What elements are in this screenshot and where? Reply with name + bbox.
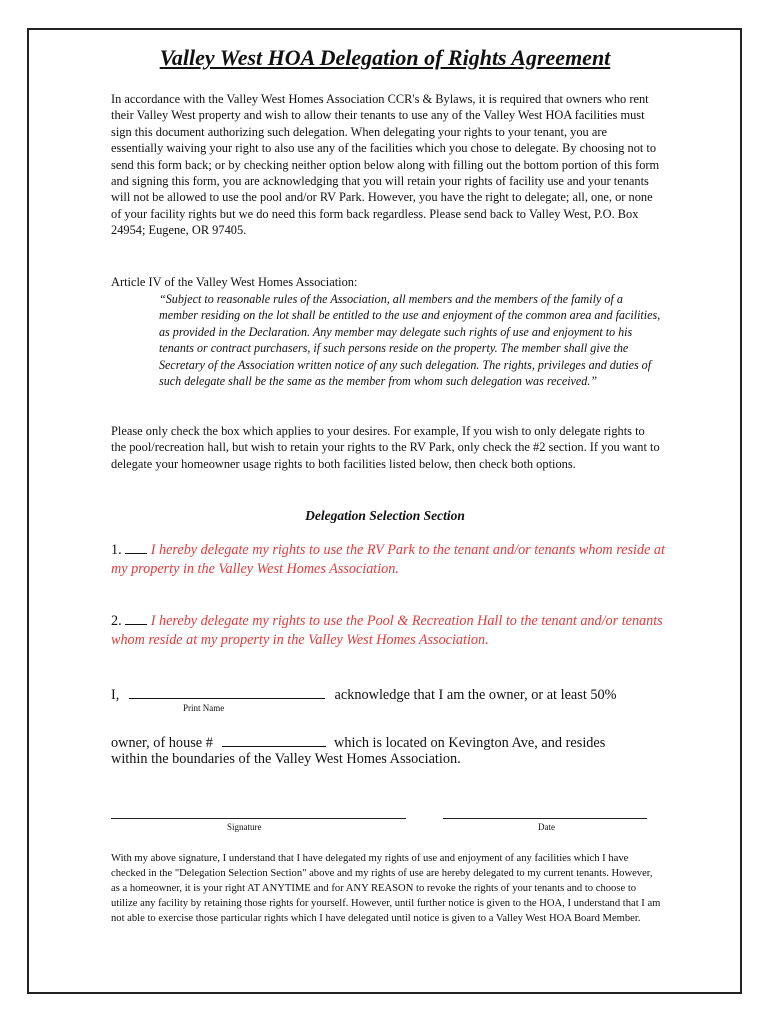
- article-heading: Article IV of the Valley West Homes Association:: [111, 275, 358, 289]
- owner-row: [111, 734, 605, 752]
- section-heading: Delegation Selection Section: [305, 508, 465, 523]
- signature-label: Signature: [227, 822, 262, 832]
- acknowledge-row: [111, 686, 617, 704]
- house-number-field[interactable]: [222, 734, 326, 747]
- option-2-text: I hereby delegate my rights to use the Pool & Recreation Hall to the tenant and/or tenants whom reside at my property in the Valley West Homes Association.: [111, 613, 663, 648]
- option-2-number: 2.: [111, 613, 122, 629]
- footer-paragraph: With my above signature, I understand that I have delegated my rights of use and enjoyment of any facilities which I have checked in the "Delegation Selection Section" above and my rights of use are hereby delegated to my current tenants. However, as a homeowner, it is your right AT ANYTIME and for ANY REASON to revoke the rights of your tenants and to choose to utilize any facility by retaining those rights for yourself. However, until further notice is given to the HOA, I understand that I am not able to exercise those particular rights which I have delegated until notice is given to a Valley West HOA Board Member.: [111, 853, 661, 924]
- article-quote: “Subject to reasonable rules of the Association, all members and the members of the family of a member residing on the lot shall be entitled to the use and enjoyment of the common area and facilities, as provided in the Declaration. Any member may delegate such rights of use and enjoyment to his tenants or contract purchasers, if such persons reside on the property. The member shall give the Secretary of the Association written notice of any such delegation. The rights, privileges and duties of such delegate shall be the same as the member from whom such delegation was received.”: [159, 292, 661, 389]
- option-1-number: 1.: [111, 542, 122, 558]
- date-label: Date: [538, 822, 555, 832]
- ack-prefix: I,: [111, 687, 120, 703]
- option-1-text: I hereby delegate my rights to use the RV Park to the tenant and/or tenants whom reside at my property in the Valley West Homes Association.: [111, 542, 665, 577]
- owner-suffix: which is located on Kevington Ave, and resides: [334, 735, 606, 751]
- option-1[interactable]: [111, 541, 671, 579]
- instructions-paragraph: Please only check the box which applies to your desires. For example, If you wish to only delegate rights to the pool/recreation hall, but wish to retain your rights to the RV Park, only check the #2 section. If you want to delegate your homeowner usage rights to both facilities listed below, then check both options.: [111, 424, 660, 471]
- owner-line-2: within the boundaries of the Valley West Homes Association.: [111, 751, 461, 767]
- owner-prefix: owner, of house #: [111, 735, 213, 751]
- signature-field[interactable]: [111, 818, 406, 819]
- date-field[interactable]: [443, 818, 647, 819]
- option-1-checkbox-line[interactable]: [125, 541, 147, 554]
- option-2[interactable]: [111, 612, 671, 650]
- print-name-label: Print Name: [183, 703, 225, 713]
- print-name-field[interactable]: [129, 686, 325, 699]
- ack-suffix: acknowledge that I am the owner, or at least 50%: [334, 687, 617, 703]
- document-title: Valley West HOA Delegation of Rights Agreement: [159, 45, 611, 70]
- intro-paragraph: In accordance with the Valley West Homes Association CCR's & Bylaws, it is required that owners who rent their Valley West property and wish to allow their tenants to use any of the Valley West HOA facilities must sign this document authorizing such delegation. When delegating your rights to your tenant, you are essentially waiving your right to also use any of the facilities which you chose to delegate. By choosing not to send this form back; or by checking neither option below along with filling out the bottom portion of this form and signing this form, you are acknowledging that you will retain your rights of facility use and your tenants will not be allowed to use the pool and/or RV Park. However, you have the right to delegate; all, one, or none of your facility rights but we do need this form back regardless. Please send back to Valley West, P.O. Box 24954; Eugene, OR 97405.: [111, 92, 660, 238]
- option-2-checkbox-line[interactable]: [125, 612, 147, 625]
